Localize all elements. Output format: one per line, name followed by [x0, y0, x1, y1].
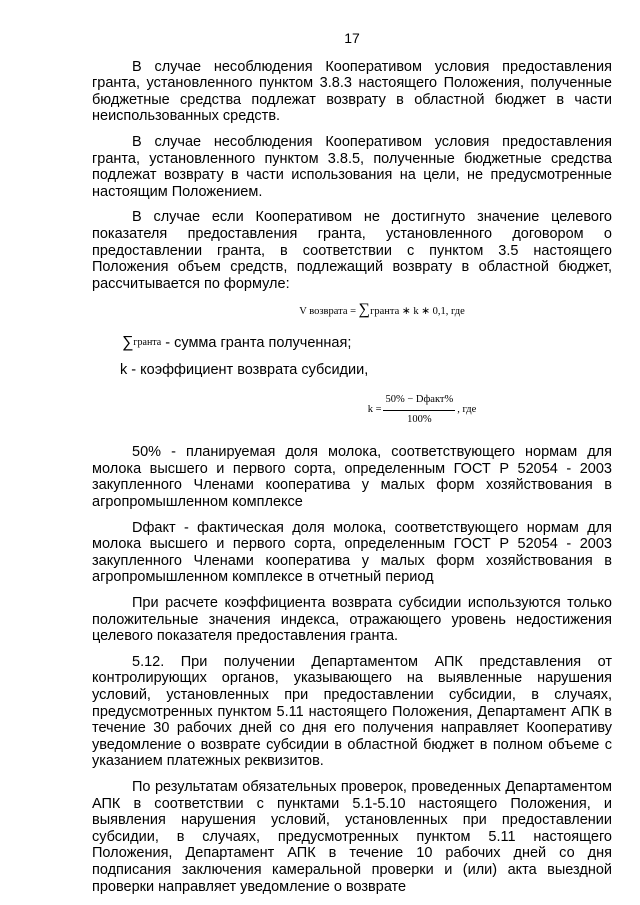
- formula-k-coefficient: [92, 392, 612, 428]
- paragraph-planned-share: 50% - планируемая доля молока, соответствующего нормам для молока высшего и первого сорта, определенным ГОСТ Р 52054 - 2003 закупленного Членами кооператива у малых форм хозяйствования в агропромышленном комплексе: [92, 444, 612, 511]
- paragraph-5-12: 5.12. При получении Департаментом АПК представления от контролирующих органов, указывающего на выявленные нарушения условий, установленных при предоставлении субсидии, в случаях, предусмотренных пунктом 5.11 настоящего Положения, Департамент АПК в течение 30 рабочих дней со дня его получения направляет Кооперативу уведомление о возврате субсидии в областной бюджет в полном объеме с указанием платежных реквизитов.: [92, 653, 612, 770]
- paragraph-inspection-results: По результатам обязательных проверок, проведенных Департаментом АПК в соответствии с пунктами 5.1-5.10 настоящего Положения, и выявления нарушения условий, установленных при предоставлении субсидии, в случаях, предусмотренных пунктом 5.11 настоящего Положения, Департамент АПК в течение 10 рабочих дней со дня подписания заключения камеральной проверки и (или) акта выездной проверки направляет уведомление о возврате: [92, 778, 612, 895]
- formula-return-volume: [92, 302, 612, 321]
- legend-sigma-symbol: ∑: [122, 333, 134, 351]
- legend-sigma: [92, 335, 612, 352]
- legend-sigma-text: - сумма гранта полученная;: [161, 334, 352, 351]
- legend-sigma-subscript: гранта: [133, 336, 162, 348]
- paragraph-actual-share: Dфакт - фактическая доля молока, соответствующего нормам для молока высшего и первого сорта, определенным ГОСТ Р 52054 - 2003 закупленного Членами кооператива у малых форм хозяйствования в агропромышленном комплексе в отчетный период: [92, 519, 612, 586]
- page-number: 17: [344, 30, 360, 46]
- fraction-denominator: 100%: [407, 413, 432, 425]
- paragraph-misuse-return: В случае несоблюдения Кооперативом условия предоставления гранта, установленного пунктом 3.8.5, полученные бюджетные средства подлежат возврату в части использования на цели, не предусмотренные настоящим Положением.: [92, 133, 612, 200]
- formula-k-suffix: , где: [457, 403, 477, 415]
- fraction-numerator: 50% − Dфакт%: [383, 392, 455, 411]
- fraction: [383, 392, 455, 428]
- formula-k-lhs: k =: [367, 403, 382, 415]
- sigma-symbol: ∑: [358, 301, 371, 319]
- paragraph-target-not-reached: В случае если Кооперативом не достигнуто значение целевого показателя предоставления гранта, установленного договором о предоставлении гранта, в соответствии с пунктом 3.5 настоящего Положения объем средств, подлежащий возврату в областной бюджет, рассчитывается по формуле:: [92, 209, 612, 292]
- paragraph-positive-values: При расчете коэффициента возврата субсидии используются только положительные значения индекса, отражающего уровень недостижения целевого показателя предоставления гранта.: [92, 595, 612, 645]
- paragraph-unused-funds-return: В случае несоблюдения Кооперативом условия предоставления гранта, установленного пунктом 3.8.3 настоящего Положения, полученные бюджетные средства подлежат возврату в областной бюджет в части неиспользованных средств.: [92, 58, 612, 125]
- formula-rhs: гранта ∗ k ∗ 0,1, где: [370, 306, 465, 318]
- formula-lhs: V возврата =: [299, 306, 357, 318]
- legend-k: k - коэффициент возврата субсидии,: [120, 361, 369, 378]
